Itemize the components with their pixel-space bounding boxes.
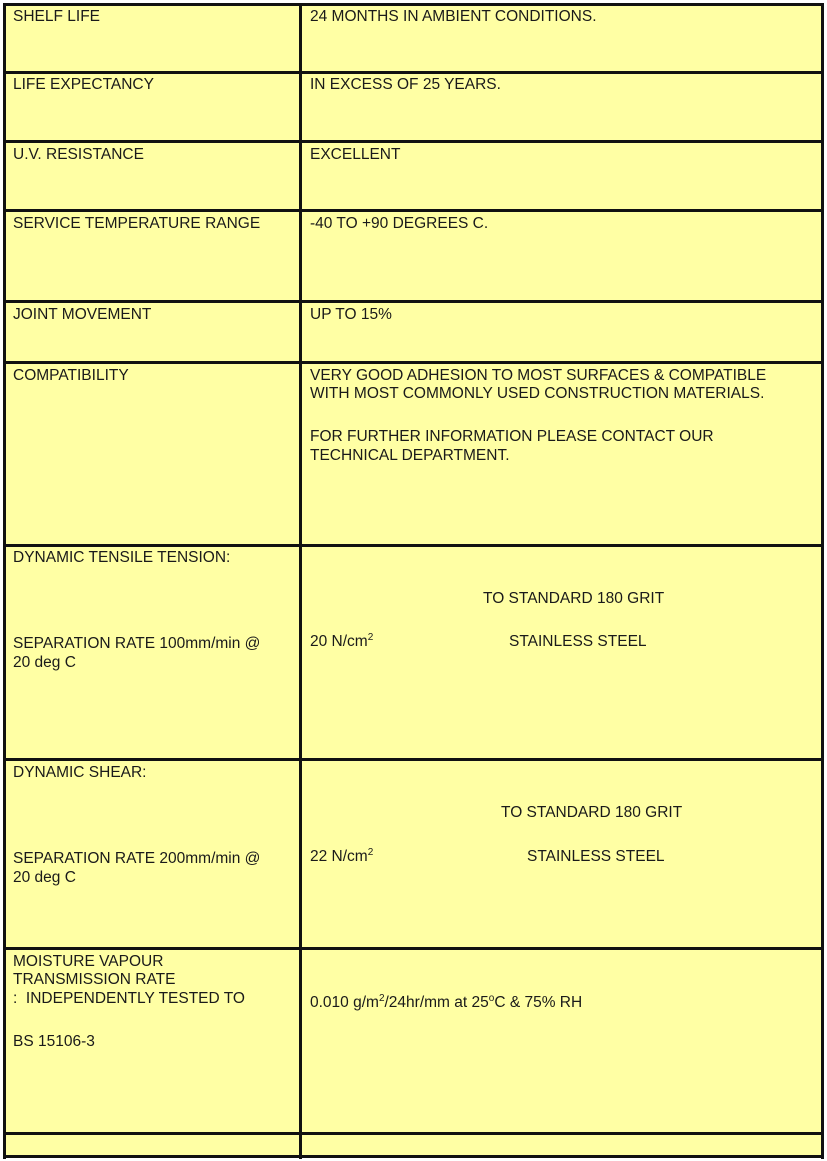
shear-value [310, 847, 373, 866]
row-divider [3, 1132, 824, 1135]
column-divider [299, 3, 302, 1159]
table-border-top [3, 3, 824, 6]
mvtr-label-line: : INDEPENDENTLY TESTED TO [13, 990, 245, 1007]
mvtr-value-part: 0.010 g/m [310, 994, 379, 1011]
uv-resistance-value: EXCELLENT [310, 146, 401, 163]
joint-movement-value: UP TO 15% [310, 306, 392, 323]
compatibility-label: COMPATIBILITY [13, 367, 129, 384]
mvtr-degree-mark: o [488, 993, 495, 1004]
tensile-temperature: 20 deg C [13, 654, 76, 671]
table-border-left [3, 3, 6, 1159]
tensile-value-number: 20 N/cm [310, 633, 368, 650]
row-divider [3, 140, 824, 143]
shear-value-number: 22 N/cm [310, 848, 368, 865]
tensile-value [310, 632, 373, 651]
row-divider [3, 544, 824, 547]
uv-resistance-label: U.V. RESISTANCE [13, 146, 144, 163]
temperature-range-value: -40 TO +90 DEGREES C. [310, 215, 489, 232]
mvtr-value-part: /24hr/mm at 25 [384, 994, 489, 1011]
tensile-separation-rate: SEPARATION RATE 100mm/min @ [13, 635, 261, 652]
row-divider [3, 209, 824, 212]
shear-separation-rate: SEPARATION RATE 200mm/min @ [13, 850, 261, 867]
row-divider [3, 947, 824, 950]
joint-movement-label: JOINT MOVEMENT [13, 306, 152, 323]
compatibility-note-line: TECHNICAL DEPARTMENT. [310, 447, 510, 464]
mvtr-standard: BS 15106-3 [13, 1033, 95, 1050]
temperature-range-label: SERVICE TEMPERATURE RANGE [13, 215, 261, 232]
shear-standard-line: STAINLESS STEEL [527, 848, 665, 865]
shear-standard-line: TO STANDARD 180 GRIT [501, 804, 683, 821]
row-divider [3, 71, 824, 74]
mvtr-label-line: MOISTURE VAPOUR [13, 953, 164, 970]
tensile-tension-label: DYNAMIC TENSILE TENSION: [13, 549, 231, 566]
dynamic-shear-label: DYNAMIC SHEAR: [13, 764, 147, 781]
life-expectancy-value: IN EXCESS OF 25 YEARS. [310, 76, 501, 93]
compatibility-value-line: WITH MOST COMMONLY USED CONSTRUCTION MATERIALS. [310, 385, 765, 402]
tensile-value-exponent: 2 [367, 632, 374, 643]
mvtr-value-part: C & 75% RH [494, 994, 583, 1011]
mvtr-value-exponent: 2 [378, 993, 385, 1004]
row-divider [3, 758, 824, 761]
compatibility-value-line: VERY GOOD ADHESION TO MOST SURFACES & COMPATIBLE [310, 367, 767, 384]
compatibility-note-line: FOR FURTHER INFORMATION PLEASE CONTACT OUR [310, 428, 714, 445]
table-border-right [821, 3, 824, 1159]
row-divider [3, 300, 824, 303]
life-expectancy-label: LIFE EXPECTANCY [13, 76, 154, 93]
row-divider [3, 361, 824, 364]
shelf-life-label: SHELF LIFE [13, 8, 100, 25]
tensile-standard-line: STAINLESS STEEL [509, 633, 647, 650]
shear-temperature: 20 deg C [13, 869, 76, 886]
shelf-life-value: 24 MONTHS IN AMBIENT CONDITIONS. [310, 8, 597, 25]
mvtr-label-line: TRANSMISSION RATE [13, 971, 176, 988]
shear-value-exponent: 2 [367, 847, 374, 858]
tensile-standard-line: TO STANDARD 180 GRIT [483, 590, 665, 607]
table-border-bottom [3, 1155, 824, 1158]
mvtr-value [310, 993, 582, 1012]
